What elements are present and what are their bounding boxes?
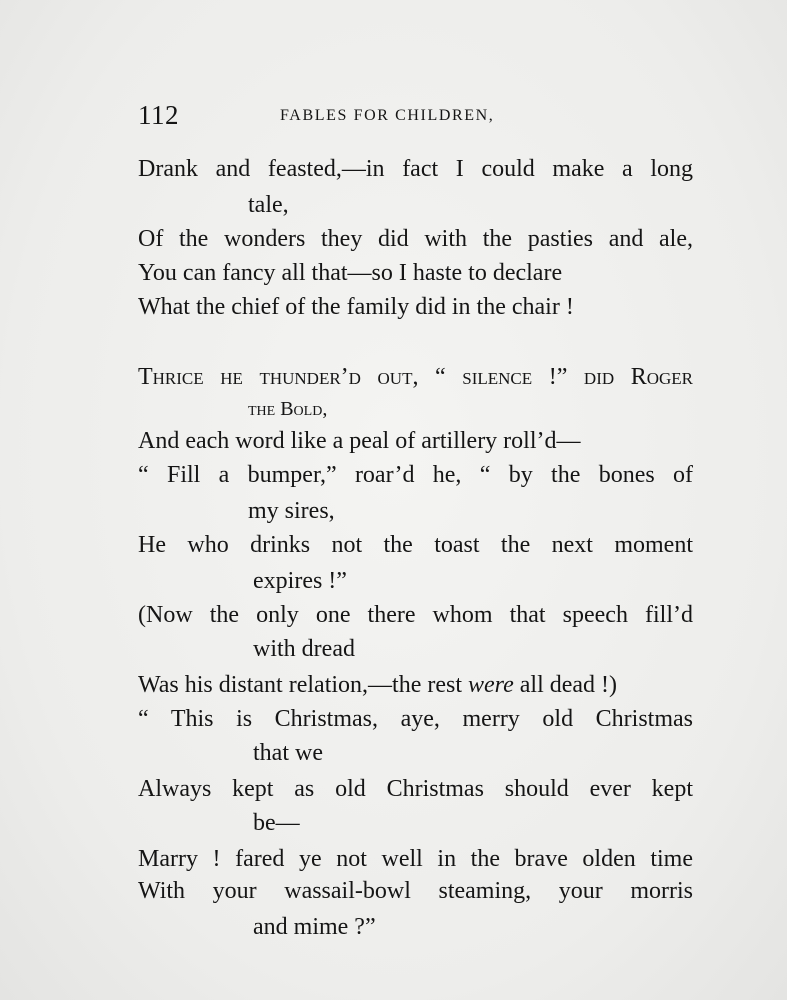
poem-line: my sires,: [248, 498, 335, 524]
poem-line: “ This is Christmas, aye, merry old Christmas: [138, 706, 693, 732]
poem-line-text: all dead !): [513, 672, 618, 698]
poem-line: He who drinks not the toast the next moment: [138, 532, 693, 558]
poem-line: Drank and feasted,—in fact I could make a long: [138, 156, 693, 182]
poem-line: the Bold,: [248, 398, 328, 420]
poem-line: tale,: [248, 192, 289, 218]
poem-line: Always kept as old Christmas should ever kept: [138, 776, 693, 802]
poem-line: that we: [253, 740, 323, 766]
poem-line: expires !”: [253, 568, 347, 594]
poem-line: You can fancy all that—so I haste to declare: [138, 260, 563, 286]
running-title: FABLES FOR CHILDREN,: [280, 107, 495, 124]
poem-line-text: Was his distant relation,—the rest: [138, 672, 468, 698]
poem-line: with dread: [253, 636, 355, 662]
poem-line: With your wassail-bowl steaming, your morris: [138, 878, 693, 904]
italic-word: were: [468, 672, 514, 698]
poem-line: Thrice he thunder’d out, “ silence !” did Roger: [138, 364, 693, 390]
poem-line: “ Fill a bumper,” roar’d he, “ by the bones of: [138, 462, 693, 488]
running-head: [138, 100, 698, 130]
poem-line: (Now the only one there whom that speech fill’d: [138, 602, 693, 628]
poem-line: [138, 668, 617, 702]
poem-line: And each word like a peal of artillery roll’d—: [138, 428, 581, 454]
poem-line: Of the wonders they did with the pasties and ale,: [138, 226, 693, 252]
poem-line: Marry ! fared ye not well in the brave olden time: [138, 846, 693, 872]
poem-line: and mime ?”: [253, 914, 376, 940]
page-number: 112: [138, 100, 179, 130]
poem-line: What the chief of the family did in the chair !: [138, 294, 574, 320]
poem-line: be—: [253, 810, 300, 836]
